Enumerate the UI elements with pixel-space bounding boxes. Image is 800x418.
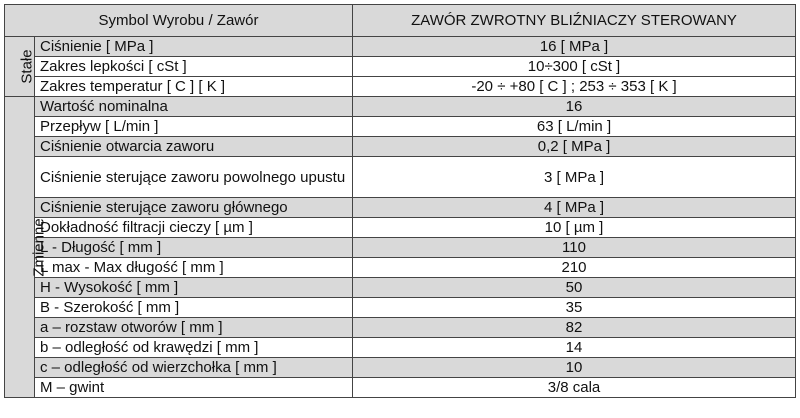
- param-value: 10 [ µm ]: [353, 218, 796, 238]
- param-name: b – odległość od krawędzi [ mm ]: [35, 338, 353, 358]
- table-row: [5, 97, 796, 117]
- param-value: 14: [353, 338, 796, 358]
- group-fixed: [5, 37, 35, 97]
- param-value: 110: [353, 238, 796, 258]
- param-name: c – odległość od wierzchołka [ mm ]: [35, 358, 353, 378]
- param-value: 4 [ MPa ]: [353, 198, 796, 218]
- param-name: Przepływ [ L/min ]: [35, 117, 353, 137]
- param-name: Ciśnienie otwarcia zaworu: [35, 137, 353, 157]
- table-row: [5, 137, 796, 157]
- param-name: Dokładność filtracji cieczy [ µm ]: [35, 218, 353, 238]
- param-name: a – rozstaw otworów [ mm ]: [35, 318, 353, 338]
- header-symbol-label: Symbol Wyrobu / Zawór: [5, 5, 353, 37]
- param-value: 0,2 [ MPa ]: [353, 137, 796, 157]
- param-value: 3/8 cala: [353, 378, 796, 398]
- table-row: [5, 318, 796, 338]
- table-row: [5, 77, 796, 97]
- table-row: [5, 298, 796, 318]
- param-name: L - Długość [ mm ]: [35, 238, 353, 258]
- group-variable-label: Zmienne: [30, 217, 48, 277]
- table-row: [5, 338, 796, 358]
- param-name: M – gwint: [35, 378, 353, 398]
- param-name: H - Wysokość [ mm ]: [35, 278, 353, 298]
- table-row: [5, 238, 796, 258]
- group-fixed-label: Stałe: [18, 49, 36, 84]
- param-name: Ciśnienie sterujące zaworu głównego: [35, 198, 353, 218]
- param-value: 16 [ MPa ]: [353, 37, 796, 57]
- table-row: [5, 278, 796, 298]
- param-name: B - Szerokość [ mm ]: [35, 298, 353, 318]
- table-row: [5, 258, 796, 278]
- header-product-name: ZAWÓR ZWROTNY BLIŹNIACZY STEROWANY: [353, 5, 796, 37]
- param-value: 10÷300 [ cSt ]: [353, 57, 796, 77]
- table-row: [5, 198, 796, 218]
- table-row: [5, 117, 796, 137]
- table-row: [5, 37, 796, 57]
- param-value: -20 ÷ +80 [ C ] ; 253 ÷ 353 [ K ]: [353, 77, 796, 97]
- param-name: Ciśnienie sterujące zaworu powolnego upustu: [35, 157, 353, 198]
- header-row: [5, 5, 796, 37]
- table-row: [5, 218, 796, 238]
- param-name: L max - Max długość [ mm ]: [35, 258, 353, 278]
- param-name: Zakres temperatur [ C ] [ K ]: [35, 77, 353, 97]
- spec-table: [4, 4, 796, 398]
- param-name: Zakres lepkości [ cSt ]: [35, 57, 353, 77]
- group-variable: [5, 97, 48, 398]
- param-value: 210: [353, 258, 796, 278]
- param-value: 50: [353, 278, 796, 298]
- param-value: 10: [353, 358, 796, 378]
- table-row: [5, 378, 796, 398]
- param-value: 16: [353, 97, 796, 117]
- param-name: Ciśnienie [ MPa ]: [35, 37, 353, 57]
- table-row: [5, 57, 796, 77]
- table-row: [5, 358, 796, 378]
- param-value: 3 [ MPa ]: [353, 157, 796, 198]
- param-value: 35: [353, 298, 796, 318]
- param-value: 63 [ L/min ]: [353, 117, 796, 137]
- table-row: [5, 157, 796, 198]
- param-value: 82: [353, 318, 796, 338]
- param-name: Wartość nominalna: [35, 97, 353, 117]
